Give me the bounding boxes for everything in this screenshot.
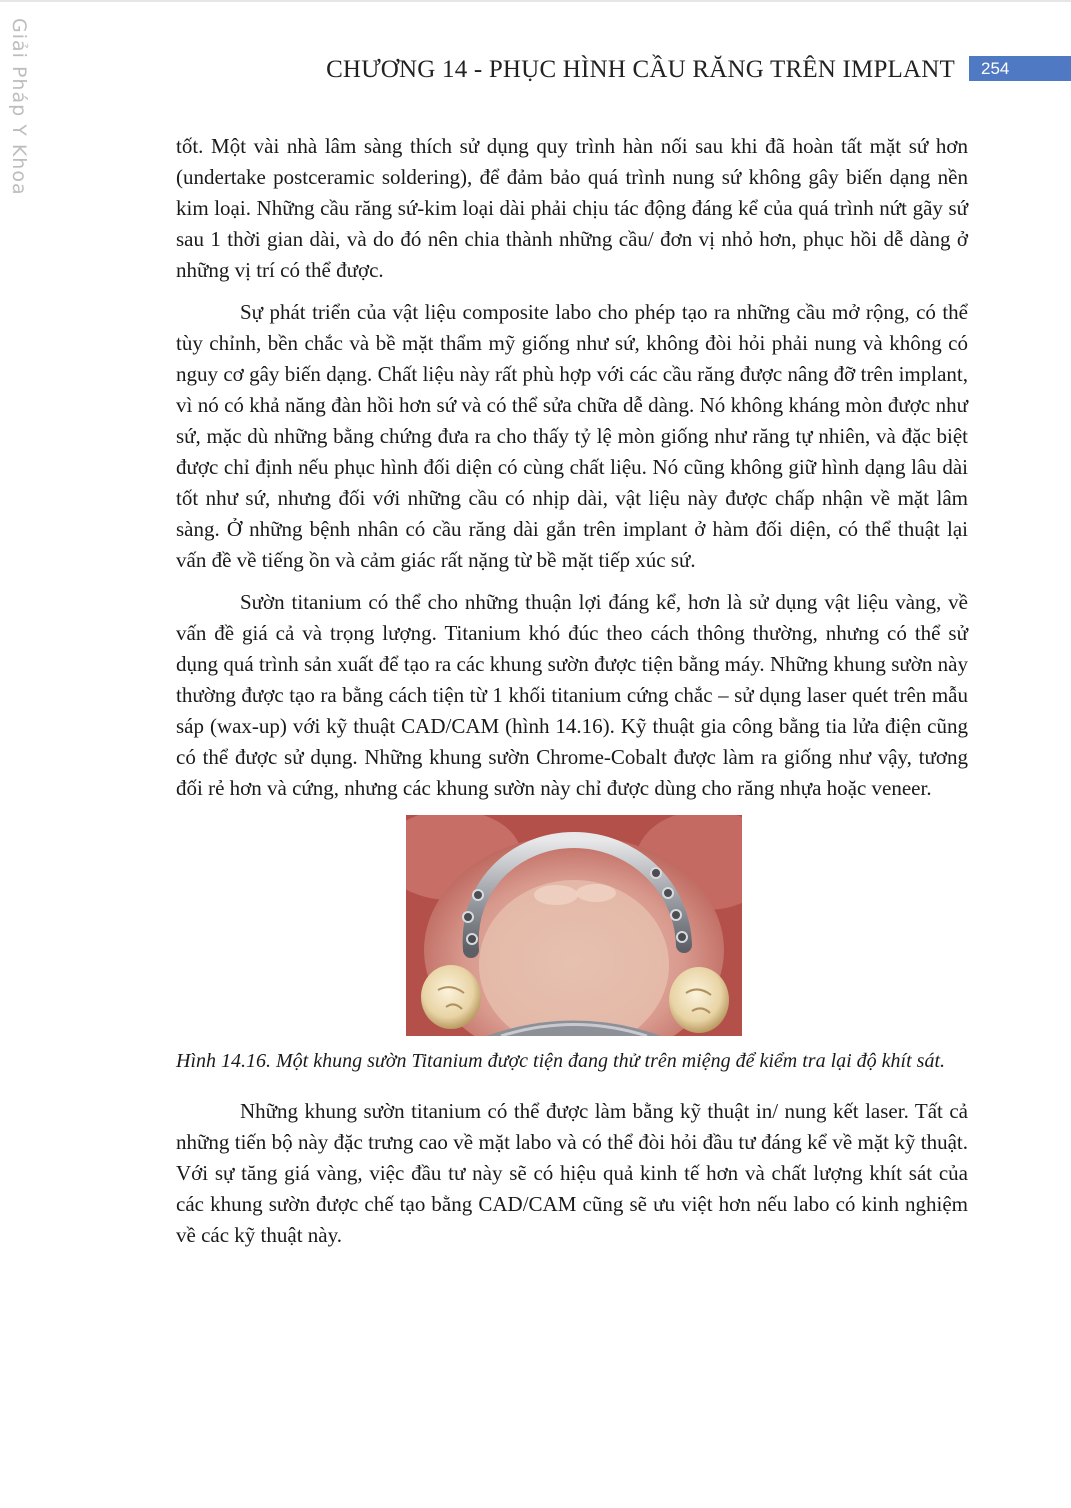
paragraph-4: Những khung sườn titanium có thể được làm bằng kỹ thuật in/ nung kết laser. Tất cả những tiến bộ này đặc trưng cao về mặt labo và có thể đòi hỏi đầu tư đáng kể về mặt kỹ thuật. Với sự tăng giá vàng, việc đầu tư này sẽ có hiệu quả kinh tế hơn và chất lượng khít sát của các khung sườn được chế tạo bằng CAD/CAM cũng sẽ ưu việt hơn nếu labo có kinh nghiệm về các kỹ thuật này.: [176, 1099, 968, 1247]
figure-caption: Hình 14.16. Một khung sườn Titanium được tiện đang thử trên miệng để kiểm tra lại độ khít sát.: [176, 1050, 946, 1072]
dental-photo-illustration: [406, 815, 742, 1036]
paragraph-3: Sườn titanium có thể cho những thuận lợi đáng kể, hơn là sử dụng vật liệu vàng, về vấn đề giá cả và trọng lượng. Titanium khó đúc theo cách thông thường, nhưng có thể sử dụng quá trình sản xuất để tạo ra các khung sườn được tiện bằng máy. Những khung sườn này thường được tạo ra bằng cách tiện từ 1 khối titanium cứng chắc – sử dụng laser quét trên mẫu sáp (wax-up) với kỹ thuật CAD/CAM (hình 14.16). Kỹ thuật gia công bằng tia lửa điện cũng có thể được sử dụng. Những khung sườn Chrome-Cobalt được làm ra giống như vậy, tương đối rẻ hơn và cứng, nhưng các khung sườn này chỉ được dùng cho răng nhựa hoặc veneer.: [176, 590, 968, 800]
paragraph-2: Sự phát triển của vật liệu composite labo cho phép tạo ra những cầu mở rộng, có thể tùy chỉnh, bền chắc và bề mặt thẩm mỹ giống như sứ, không đòi hỏi phải nung và không có nguy cơ gây biến dạng. Chất liệu này rất phù hợp với các cầu răng được nâng đỡ trên implant, vì nó có khả năng đàn hồi hơn sứ và có thể sửa chữa dễ dàng. Nó không kháng mòn được như sứ, mặc dù những bằng chứng đưa ra cho thấy tỷ lệ mòn giống như răng tự nhiên, và đặc biệt được chỉ định nếu phục hình đối diện có cùng chất liệu. Nó cũng không giữ hình dạng lâu dài tốt như sứ, nhưng đối với những cầu có nhịp dài, vật liệu này được chấp nhận về mặt lâm sàng. Ở những bệnh nhân có cầu răng dài gắn trên implant ở hàm đối diện, có thể thuật lại vấn đề về tiếng ồn và cảm giác rất nặng từ bề mặt tiếp xúc sứ.: [176, 300, 968, 572]
page-content: [176, 131, 968, 1262]
side-watermark: Giải Pháp Y Khoa: [8, 18, 30, 196]
page-header: [0, 52, 1071, 86]
top-border: [0, 0, 1071, 2]
page-number-badge: 254: [969, 56, 1071, 81]
paragraph-1: tốt. Một vài nhà lâm sàng thích sử dụng quy trình hàn nối sau khi đã hoàn tất mặt sứ hơn (undertake postceramic soldering), để đảm bảo quá trình nung sứ không gây biến dạng nền kim loại. Những cầu răng sứ-kim loại dài phải chịu tác động đáng kể của quá trình nứt gãy sứ sau 1 thời gian dài, và do đó nên chia thành những cầu/ đơn vị nhỏ hơn, phục hồi dễ dàng ở những vị trí có thể được.: [176, 134, 968, 282]
figure-titanium-framework-photo: [406, 815, 742, 1036]
chapter-title: CHƯƠNG 14 - PHỤC HÌNH CẦU RĂNG TRÊN IMPLANT: [326, 56, 955, 83]
